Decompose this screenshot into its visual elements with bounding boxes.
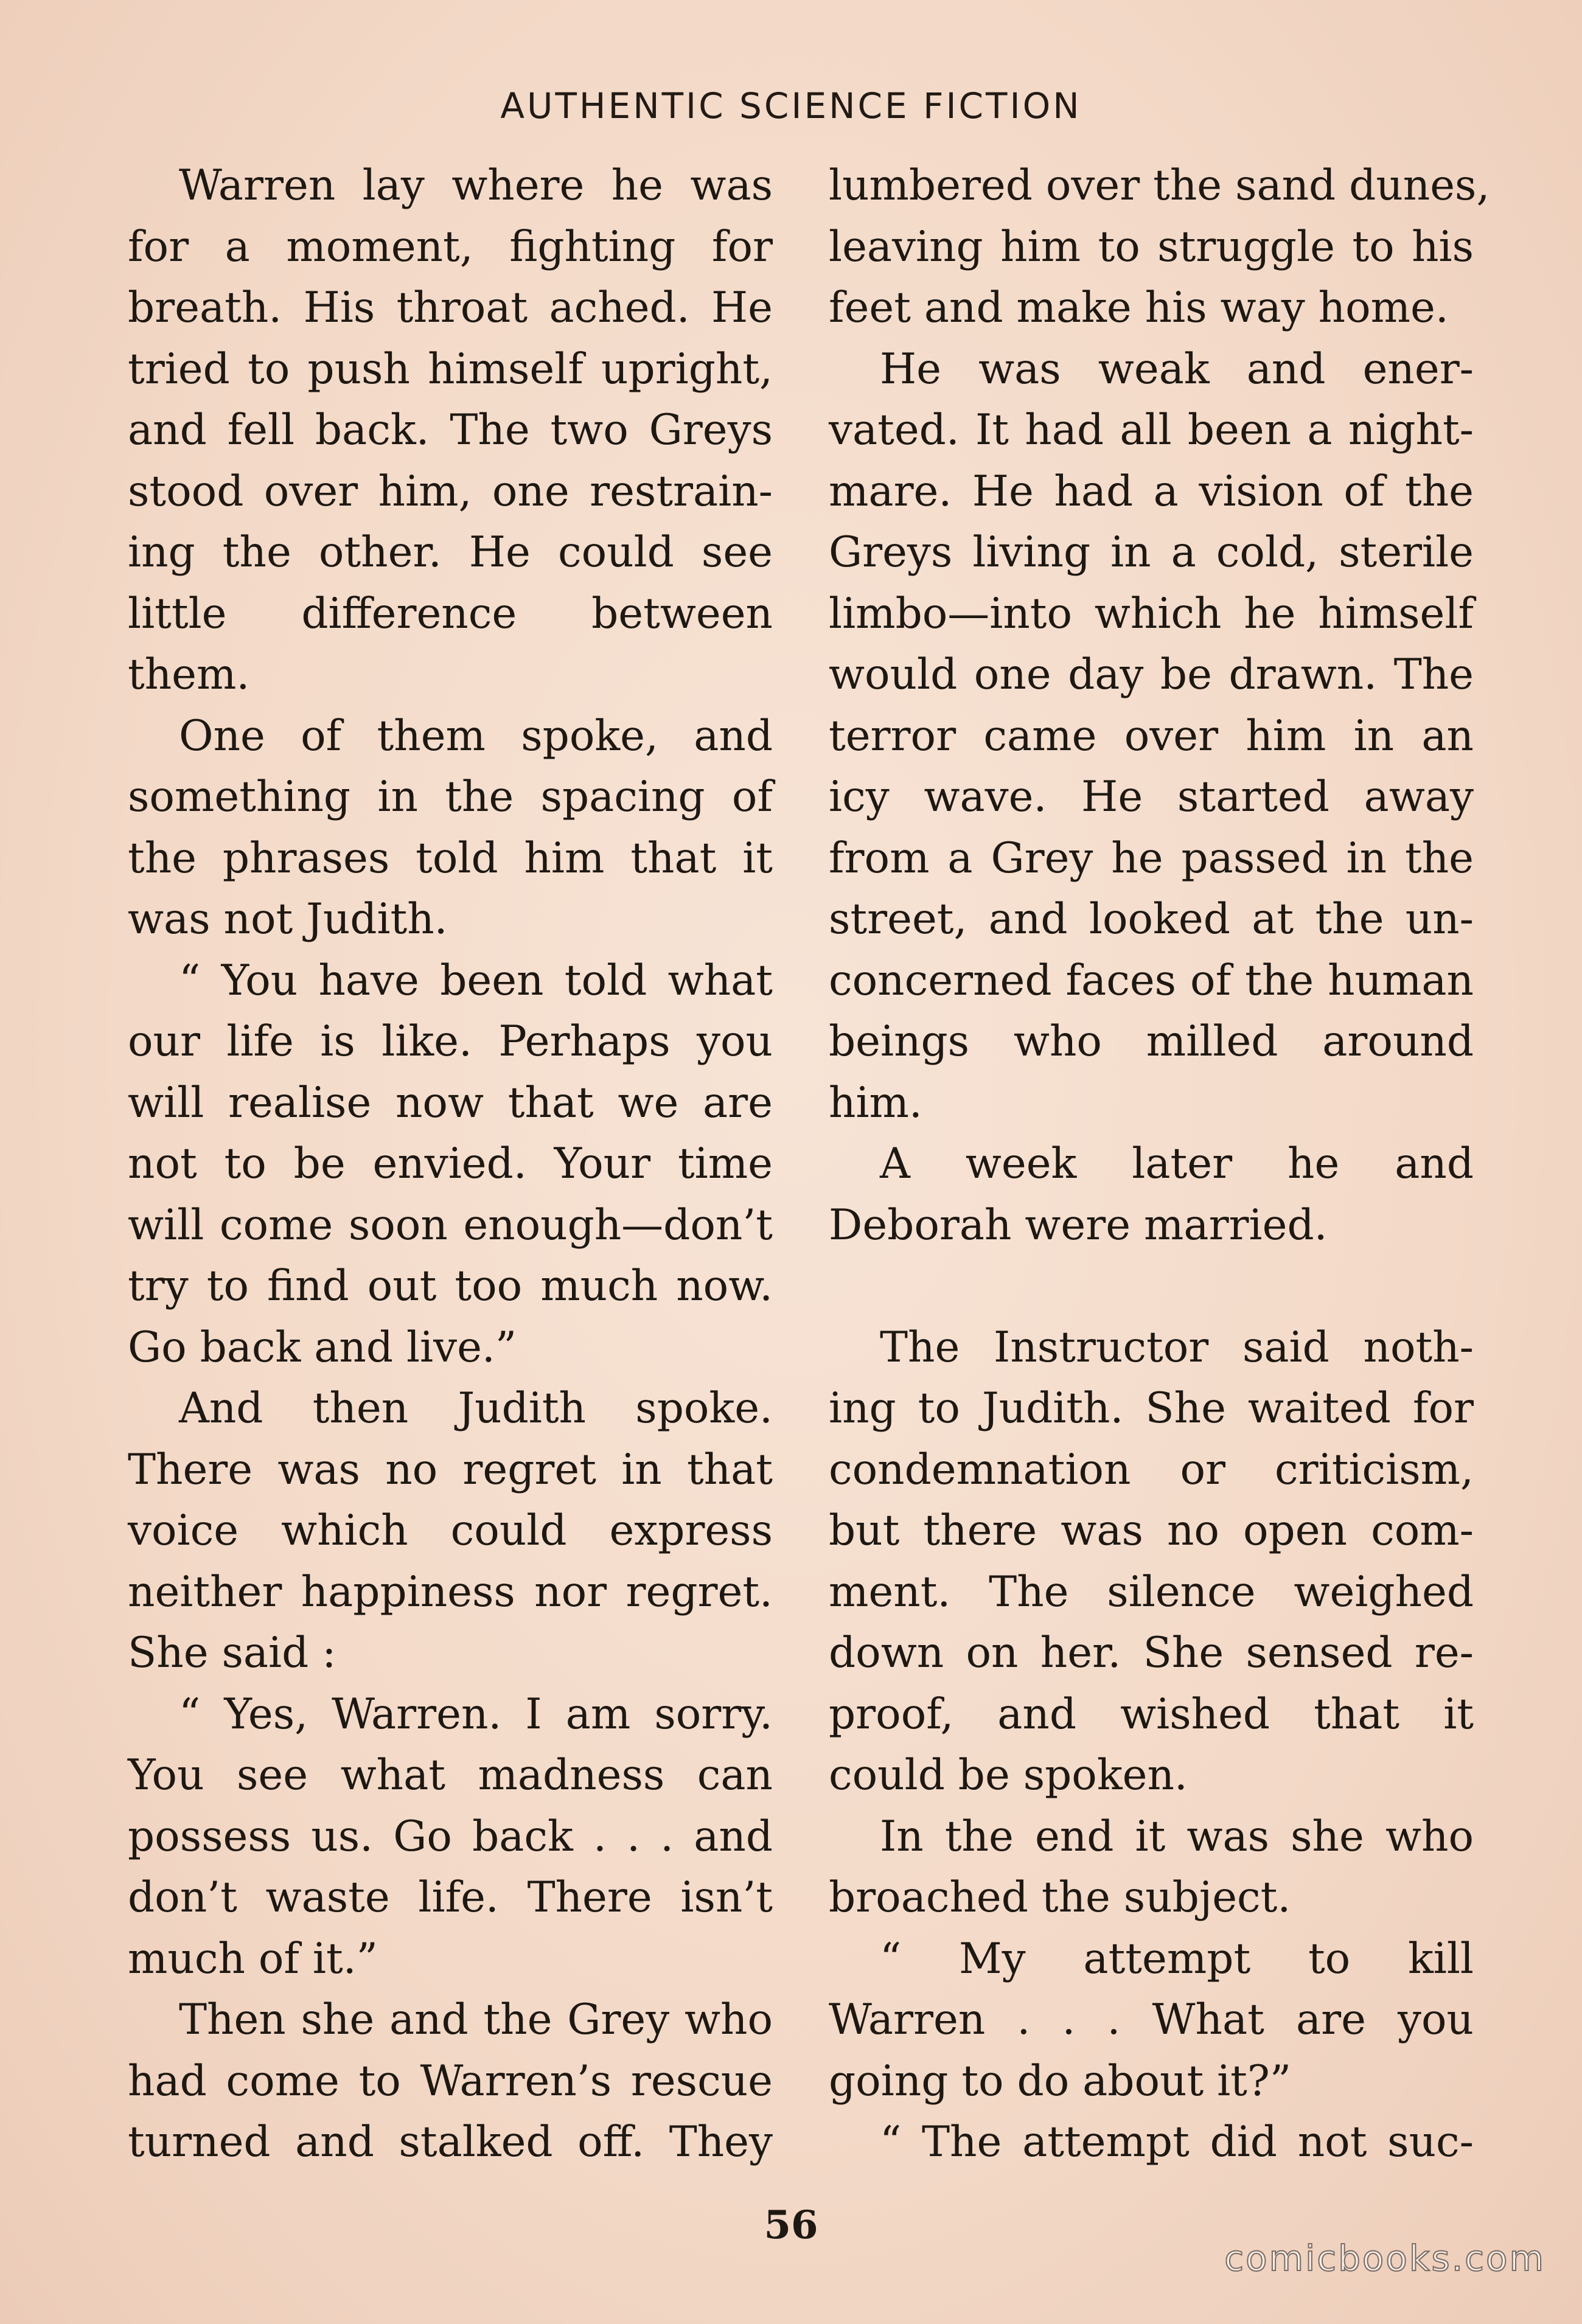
text-line: try to find out too much now.: [128, 1262, 773, 1310]
text-line: broached the subject.: [829, 1873, 1291, 1922]
text-line: There was no regret in that: [128, 1445, 773, 1494]
text-line: had come to Warren’s rescue: [128, 2056, 773, 2106]
text-line: could be spoken.: [829, 1751, 1188, 1800]
running-head: AUTHENTIC SCIENCE FICTION: [500, 85, 1082, 127]
text-line: Warren lay where he was: [179, 161, 773, 210]
text-line: from a Grey he passed in the: [829, 833, 1474, 883]
text-line: our life is like. Perhaps you: [128, 1017, 773, 1066]
text-line: was not Judith.: [128, 895, 448, 944]
text-line: will come soon enough—don’t: [128, 1200, 773, 1250]
text-line: breath. His throat ached. He: [128, 284, 773, 332]
text-line: vated. It had all been a night-: [829, 406, 1474, 454]
text-line: down on her. She sensed re-: [829, 1629, 1474, 1677]
page-number: 56: [764, 2202, 818, 2248]
text-line: limbo—into which he himself: [829, 589, 1474, 638]
text-line: “ Yes, Warren. I am sorry.: [179, 1689, 773, 1739]
text-line: A week later he and: [880, 1139, 1474, 1188]
text-line: leaving him to struggle to his: [829, 222, 1474, 271]
text-line: him.: [829, 1078, 922, 1127]
text-line: condemnation or criticism,: [829, 1445, 1474, 1494]
text-line: [829, 1256, 1474, 1317]
text-line: Then she and the Grey who: [179, 1995, 773, 2044]
text-line: The Instructor said noth-: [880, 1323, 1474, 1372]
text-line: One of them spoke, and: [179, 711, 773, 760]
text-line: stood over him, one restrain-: [128, 467, 773, 516]
text-line: beings who milled around: [829, 1017, 1474, 1066]
text-line: ing to Judith. She waited for: [829, 1384, 1474, 1433]
text-line: but there was no open com-: [829, 1506, 1474, 1555]
text-line: will realise now that we are: [128, 1078, 773, 1127]
text-line: “ The attempt did not suc-: [880, 2118, 1474, 2166]
text-line: She said :: [128, 1629, 336, 1677]
text-line: don’t waste life. There isn’t: [128, 1873, 773, 1922]
text-line: terror came over him in an: [829, 711, 1474, 760]
text-line: neither happiness nor regret.: [128, 1567, 773, 1616]
text-line: He was weak and ener-: [880, 344, 1474, 394]
text-line: In the end it was she who: [880, 1812, 1474, 1861]
text-line: ing the other. He could see: [128, 528, 773, 577]
text-line: feet and make his way home.: [829, 284, 1449, 332]
text-line: concerned faces of the human: [829, 956, 1474, 1005]
text-line: proof, and wished that it: [829, 1689, 1474, 1739]
text-line: would one day be drawn. The: [829, 650, 1474, 699]
text-line: something in the spacing of: [128, 773, 773, 821]
text-line: going to do about it?”: [829, 2056, 1292, 2106]
text-line: Deborah were married.: [829, 1200, 1328, 1250]
text-line: voice which could express: [128, 1506, 773, 1555]
text-line: street, and looked at the un-: [829, 895, 1474, 944]
text-line: not to be envied. Your time: [128, 1139, 773, 1188]
text-line: and fell back. The two Greys: [128, 406, 773, 454]
text-line: Warren . . . What are you: [829, 1995, 1474, 2044]
text-line: “ You have been told what: [179, 956, 773, 1005]
text-line: for a moment, fighting for: [128, 222, 773, 271]
text-line: “ My attempt to kill: [880, 1934, 1474, 1983]
text-line: tried to push himself upright,: [128, 344, 773, 394]
text-line: turned and stalked off. They: [128, 2118, 773, 2166]
left-column: [128, 155, 773, 2173]
text-line: ment. The silence weighed: [829, 1567, 1474, 1616]
text-line: them.: [128, 650, 250, 699]
text-line: And then Judith spoke.: [179, 1384, 773, 1433]
right-column: [829, 155, 1490, 2173]
text-line: possess us. Go back . . . and: [128, 1812, 773, 1861]
text-line: lumbered over the sand dunes,: [829, 161, 1490, 210]
text-line: the phrases told him that it: [128, 833, 773, 883]
text-line: Go back and live.”: [128, 1323, 517, 1372]
text-line: little difference between: [128, 589, 773, 638]
text-line: mare. He had a vision of the: [829, 467, 1474, 516]
text-line: icy wave. He started away: [829, 773, 1474, 821]
watermark: comicbooks.com: [1224, 2238, 1545, 2279]
text-line: You see what madness can: [128, 1751, 773, 1800]
text-line: much of it.”: [128, 1934, 378, 1983]
text-line: Greys living in a cold, sterile: [829, 528, 1474, 577]
